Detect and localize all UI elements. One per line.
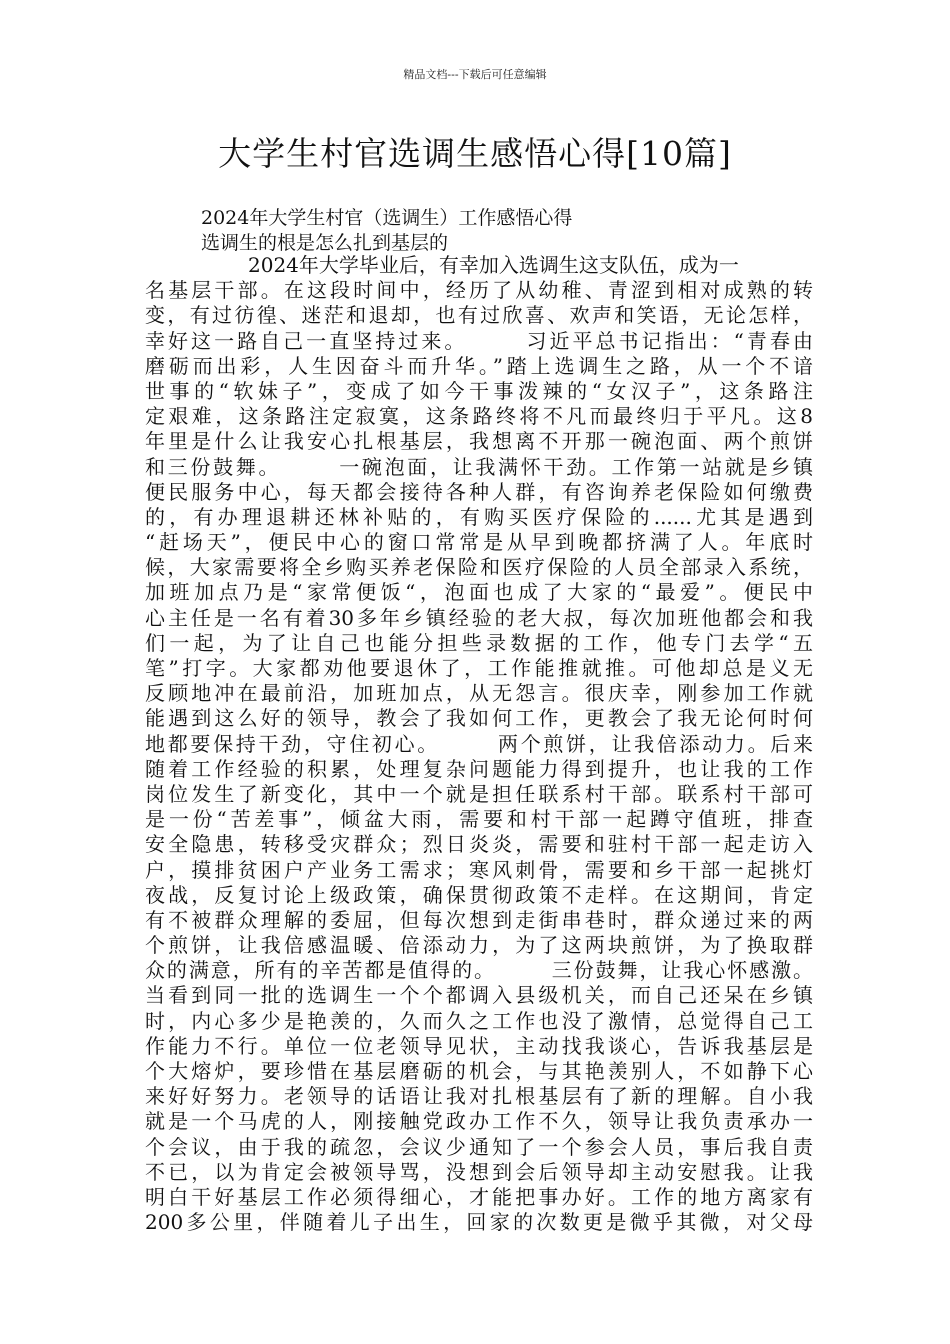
body-line: 安全隐患，转移受灾群众；烈日炎炎，需要和驻村干部一起走访入 <box>145 832 813 857</box>
body-line: 随着工作经验的积累，处理复杂问题能力得到提升，也让我的工作 <box>145 756 813 781</box>
body-line: 2024年大学毕业后，有幸加入选调生这支队伍，成为一 <box>248 253 739 277</box>
body-line: 个大熔炉，要珍惜在基层磨砺的机会，与其艳羡别人，不如静下心 <box>145 1059 813 1083</box>
body-line: 个会议，由于我的疏忽，会议少通知了一个参会人员，事后我自责 <box>145 1134 813 1159</box>
subtitle-2: 选调生的根是怎么扎到基层的 <box>201 232 449 254</box>
body-line: 夜战，反复讨论上级政策，确保贯彻政策不走样。在这期间，肯定 <box>145 882 813 907</box>
body-line: 加班加点乃是“家常便饭“，泡面也成了大家的“最爱”。便民中 <box>145 580 813 605</box>
body-line: 作能力不行。单位一位老领导见状，主动找我谈心，告诉我基层是 <box>145 1033 813 1058</box>
body-line: 就是一个马虎的人，刚接触党政办工作不久，领导让我负责承办一 <box>145 1109 813 1134</box>
body-line: 能遇到这么好的领导，教会了我如何工作，更教会了我无论何时何 <box>145 706 813 731</box>
body-line: “赶场天”，便民中心的窗口常常是从早到晚都挤满了人。年底时 <box>145 530 813 555</box>
body-line: 定艰难，这条路注定寂寞，这条路终将不凡而最终归于平凡。这8 <box>145 404 813 429</box>
body-line: 户，摸排贫困户产业务工需求；寒风刺骨，需要和乡干部一起挑灯 <box>145 857 813 882</box>
body-line: 幸好这一路自己一直坚持过来。 习近平总书记指出：“青春由 <box>145 328 813 353</box>
body-line: 世事的“软妹子”，变成了如今干事泼辣的“女汉子”，这条路注 <box>145 378 813 403</box>
body-line: 心主任是一名有着30多年乡镇经验的老大叔，每次加班他都会和我 <box>145 605 813 630</box>
body-line: 众的满意，所有的辛苦都是值得的。 三份鼓舞，让我心怀感激。 <box>145 958 813 983</box>
body-line: 磨砺而出彩，人生因奋斗而升华。”踏上选调生之路，从一个不谙 <box>145 353 813 378</box>
body-line: 来好好努力。老领导的话语让我对扎根基层有了新的理解。自小我 <box>145 1084 813 1109</box>
body-line: 是一份“苦差事”，倾盆大雨，需要和村干部一起蹲守值班，排查 <box>145 807 813 832</box>
body-line: 名基层干部。在这段时间中，经历了从幼稚、青涩到相对成熟的转 <box>145 278 813 303</box>
body-line: 便民服务中心，每天都会接待各种人群，有咨询养老保险如何缴费 <box>145 479 813 504</box>
body-text <box>145 253 813 1235</box>
body-line: 年里是什么让我安心扎根基层，我想离不开那一碗泡面、两个煎饼 <box>145 429 813 454</box>
body-line: 笔”打字。大家都劝他要退休了，工作能推就推。可他却总是义无 <box>145 656 813 680</box>
body-line: 当看到同一批的选调生一个个都调入县级机关，而自己还呆在乡镇 <box>145 983 813 1008</box>
body-line: 和三份鼓舞。 一碗泡面，让我满怀干劲。工作第一站就是乡镇 <box>145 454 813 479</box>
document-title: 大学生村官选调生感悟心得[10篇] <box>218 134 732 173</box>
body-line: 变，有过彷徨、迷茫和退却，也有过欣喜、欢声和笑语，无论怎样， <box>145 303 813 328</box>
header-note: 精品文档---下载后可任意编辑 <box>403 68 547 81</box>
body-line: 们一起，为了让自己也能分担些录数据的工作，他专门去学“五 <box>145 630 813 655</box>
body-line: 反顾地冲在最前沿，加班加点，从无怨言。很庆幸，刚参加工作就 <box>145 681 813 706</box>
body-line: 的，有办理退耕还林补贴的，有购买医疗保险的......尤其是遇到 <box>145 504 813 529</box>
body-line: 有不被群众理解的委屈，但每次想到走街串巷时，群众递过来的两 <box>145 907 813 932</box>
body-line: 个煎饼，让我倍感温暖、倍添动力，为了这两块煎饼，为了换取群 <box>145 933 813 958</box>
body-line: 候，大家需要将全乡购买养老保险和医疗保险的人员全部录入系统， <box>145 555 813 580</box>
body-line: 明白干好基层工作必须得细心，才能把事办好。工作的地方离家有 <box>145 1184 813 1209</box>
body-line: 200多公里，伴随着儿子出生，回家的次数更是微乎其微，对父母 <box>145 1210 813 1235</box>
body-line: 时，内心多少是艳羡的，久而久之工作也没了激情，总觉得自己工 <box>145 1008 813 1033</box>
body-line: 岗位发生了新变化，其中一个就是担任联系村干部。联系村干部可 <box>145 781 813 806</box>
body-line: 不已，以为肯定会被领导骂，没想到会后领导却主动安慰我。让我 <box>145 1159 813 1184</box>
body-line: 地都要保持干劲，守住初心。 两个煎饼，让我倍添动力。后来 <box>145 731 813 756</box>
subtitle-1: 2024年大学生村官（选调生）工作感悟心得 <box>201 207 573 229</box>
